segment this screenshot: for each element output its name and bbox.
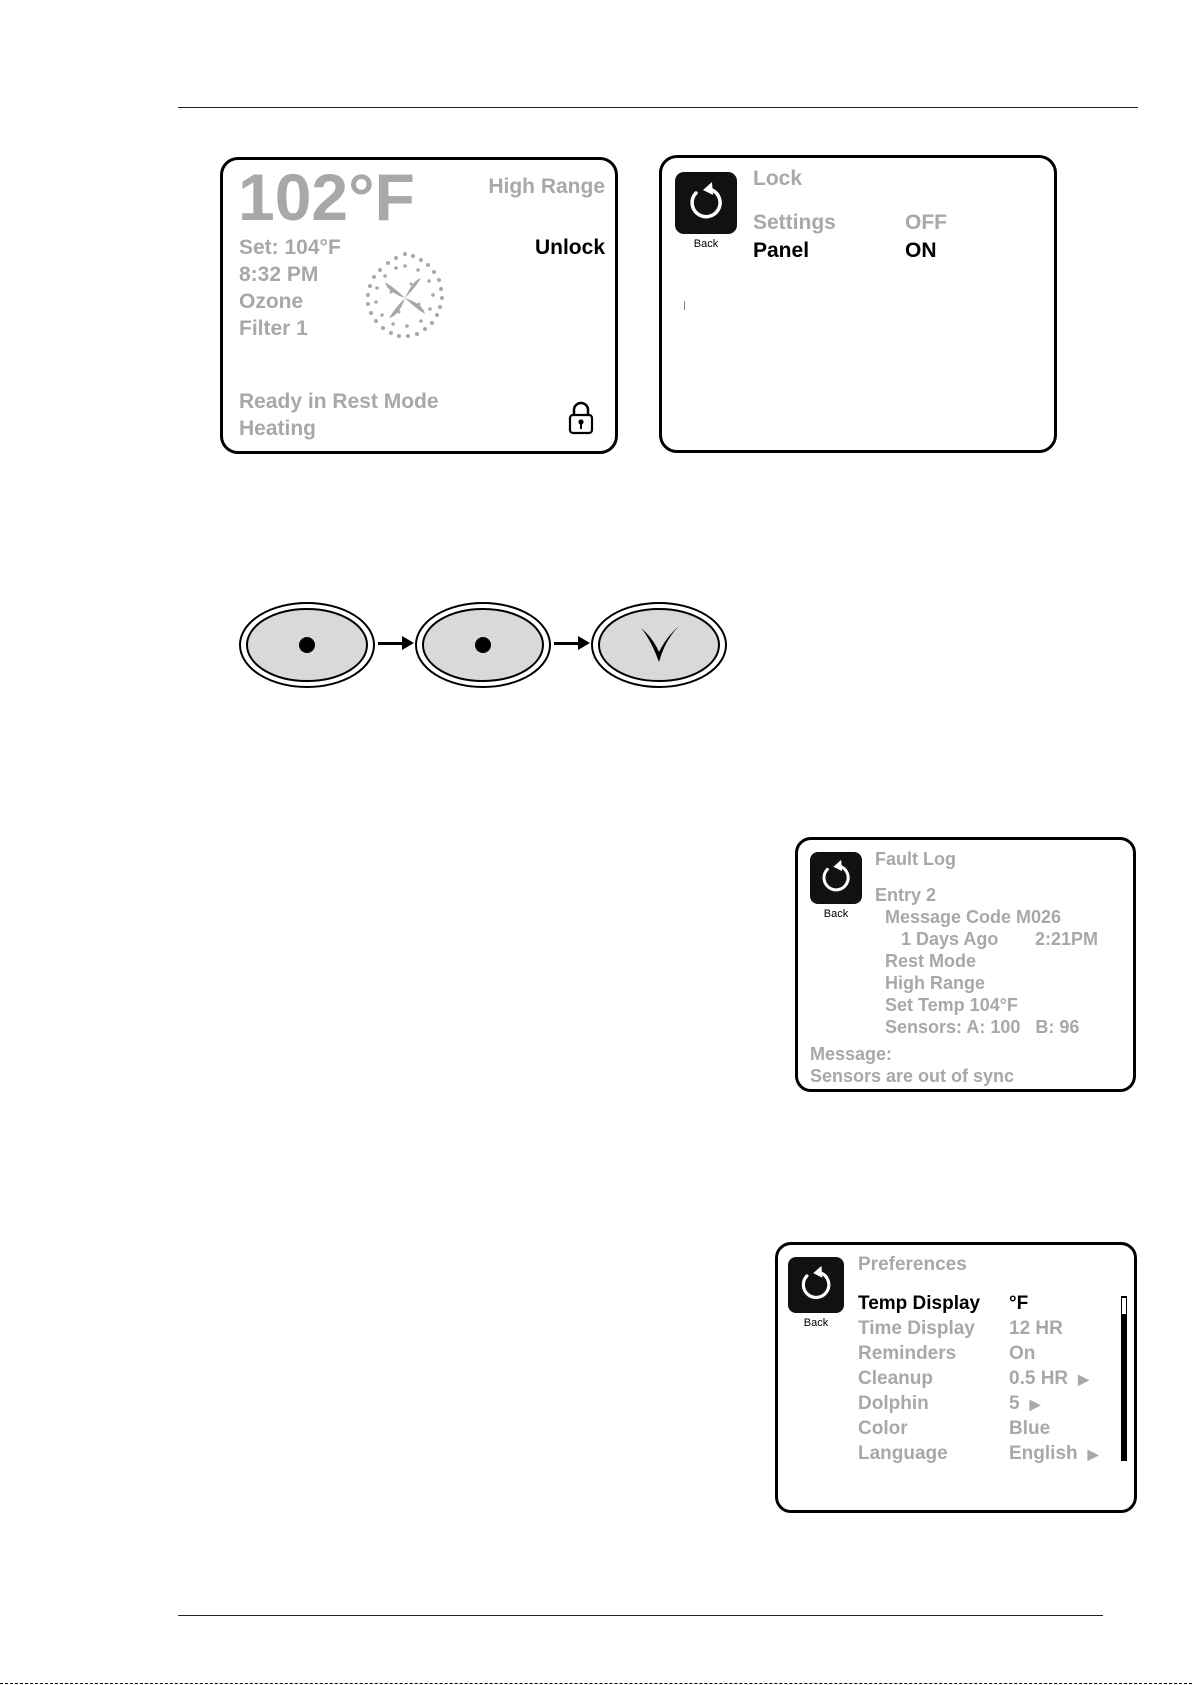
fault-time: 2:21PM [1035,929,1099,949]
pref-temp-display-value[interactable]: °F [1009,1293,1029,1314]
set-temperature[interactable]: Set: 104°F [239,236,341,259]
fault-days-ago: 1 Days Ago [901,929,999,949]
preferences-screen [775,1242,1137,1513]
water-temperature: 102°F [238,160,415,234]
pref-language-value-text: English [1009,1443,1078,1464]
pref-language-label[interactable]: Language [858,1443,948,1464]
back-label: Back [823,908,849,920]
temperature-range: High Range [488,175,605,198]
heater-mode-status: Ready in Rest Mode [239,390,439,413]
pref-time-display-value[interactable]: 12 HR [1009,1318,1063,1339]
fault-log-screen [795,837,1136,1092]
pref-reminders-value[interactable]: On [1009,1343,1036,1364]
fault-entry-number: Entry 2 [875,885,937,905]
scroll-thumb[interactable] [1122,1298,1126,1314]
chevron-down-icon [589,600,729,690]
screen-title: Fault Log [875,849,956,869]
screen-title: Lock [753,167,803,190]
back-button[interactable] [675,172,737,250]
lock-settings-label[interactable]: Settings [753,211,836,234]
pref-cleanup-label[interactable]: Cleanup [858,1368,933,1389]
unlock-button[interactable]: Unlock [534,236,605,259]
back-arrow-icon [810,852,862,904]
padlock-icon [568,400,594,436]
main-status-screen [220,157,618,454]
submenu-arrow-icon: ▶ [1078,1371,1089,1387]
dot-button-icon [237,600,377,690]
ozone-indicator: Ozone [239,290,304,313]
pref-dolphin-value-text: 5 [1009,1393,1020,1414]
lock-settings-value[interactable]: OFF [905,211,947,234]
footer-rule [178,1615,1103,1616]
pref-reminders-label[interactable]: Reminders [858,1343,957,1364]
dot-button-icon [413,600,553,690]
back-arrow-icon [675,172,737,234]
fault-set-temp: Set Temp 104°F [885,995,1018,1015]
fault-message-label: Message: [810,1044,893,1064]
pref-dolphin-value[interactable] [1009,1391,1040,1417]
pref-language-value[interactable] [1009,1441,1098,1467]
lock-panel-label[interactable]: Panel [753,239,810,262]
sequence-arrow [378,642,410,645]
pref-cleanup-value-text: 0.5 HR [1009,1368,1069,1389]
pref-temp-display-label[interactable]: Temp Display [858,1293,981,1314]
text-cursor [684,301,685,310]
pref-color-value[interactable]: Blue [1009,1418,1051,1439]
pref-color-label[interactable]: Color [858,1418,908,1439]
sequence-arrow [554,642,586,645]
fault-sensors: Sensors: A: 100 B: 96 [885,1017,1080,1037]
pref-time-display-label[interactable]: Time Display [858,1318,975,1339]
fault-message-text: Sensors are out of sync [810,1066,1015,1086]
clock-time: 8:32 PM [239,263,319,286]
back-label: Back [693,238,719,250]
lock-panel-value[interactable]: ON [905,239,937,262]
lock-settings-screen [659,155,1057,453]
pref-dolphin-label[interactable]: Dolphin [858,1393,929,1414]
fault-range: High Range [885,973,986,993]
page-edge [0,1683,1192,1684]
fault-mode: Rest Mode [885,951,977,971]
back-button[interactable] [788,1257,844,1329]
scrollbar[interactable] [1121,1296,1127,1461]
submenu-arrow-icon: ▶ [1029,1396,1041,1412]
fault-message-code: Message Code M026 [885,907,1062,927]
submenu-arrow-icon: ▶ [1087,1446,1099,1462]
pref-cleanup-value[interactable] [1009,1366,1089,1392]
filter-indicator: Filter 1 [239,317,308,340]
heating-status: Heating [239,417,317,440]
header-rule [178,107,1138,108]
spinner-icon [355,248,455,348]
screen-title: Preferences [858,1254,967,1275]
back-arrow-icon [788,1257,844,1313]
back-label: Back [803,1317,829,1329]
back-button[interactable] [810,852,862,920]
